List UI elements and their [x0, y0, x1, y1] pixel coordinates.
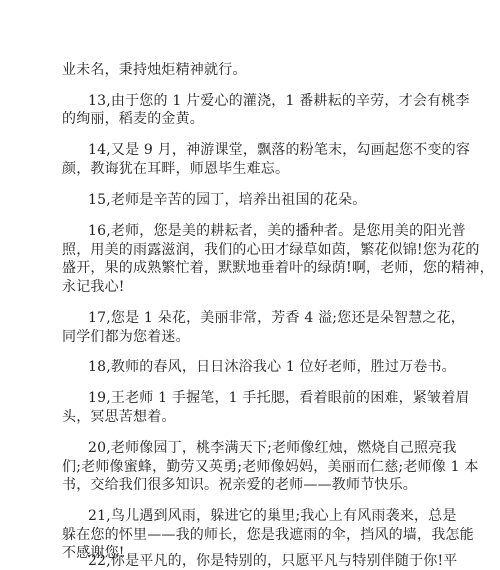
text-line: 22,你是平凡的，你是特别的，只愿平凡与特别伴随于你!平	[88, 553, 458, 569]
text-line: 同学们都为您着迷。	[62, 329, 190, 345]
text-line: 头，冥思苦想着。	[62, 409, 176, 425]
text-line: 不感谢您!	[62, 545, 125, 561]
text-line: 21,鸟儿遇到风雨，躲进它的巢里;我心上有风雨袭来，总是	[88, 508, 457, 524]
text-line: 18,教师的春风，日日沐浴我心 1 位好老师，胜过万卷书。	[88, 359, 456, 375]
text-line: 20,老师像园丁，桃李满天下;老师像红烛，燃烧自己照亮我	[88, 440, 457, 456]
text-line: 照，用美的雨露滋润，我们的心田才绿草如茵，繁花似锦!您为花的	[62, 242, 480, 258]
text-line: 19,王老师 1 手握笔，1 手托腮，看着眼前的困难，紧皱着眉	[88, 390, 470, 406]
text-line: 盛开，果的成熟繁忙着，默默地垂着叶的绿荫!啊，老师，您的精神，	[62, 260, 494, 276]
text-line: 15,老师是辛苦的园丁，培养出祖国的花朵。	[88, 192, 367, 208]
text-line: 16,老师，您是美的耕耘者，美的播种者。是您用美的阳光普	[88, 223, 466, 239]
text-line: 14,又是 9 月，神游课堂，飘落的粉笔末，勾画起您不变的容	[88, 142, 471, 158]
text-line: 永记我心!	[62, 279, 125, 295]
text-line: 的绚丽，稻麦的金黄。	[62, 111, 204, 127]
text-line: 颜，教诲犹在耳畔，师恩毕生难忘。	[62, 161, 290, 177]
text-line: 们;老师像蜜蜂，勤劳又英勇;老师像妈妈，美丽而仁慈;老师像 1 本	[62, 459, 479, 475]
text-line: 17,您是 1 朵花，美丽非常，芳香 4 溢;您还是朵智慧之花，	[88, 310, 465, 326]
text-line: 13,由于您的 1 片爱心的灌浇，1 番耕耘的辛劳，才会有桃李	[88, 93, 470, 109]
text-line: 业未名，秉持烛炬精神就行。	[62, 62, 247, 78]
text-line: 躲在您的怀里——我的师长，您是我遮雨的伞，挡风的墙，我怎能	[62, 527, 474, 543]
text-line: 书，交给我们很多知识。祝亲爱的老师——教师节快乐。	[62, 477, 417, 493]
